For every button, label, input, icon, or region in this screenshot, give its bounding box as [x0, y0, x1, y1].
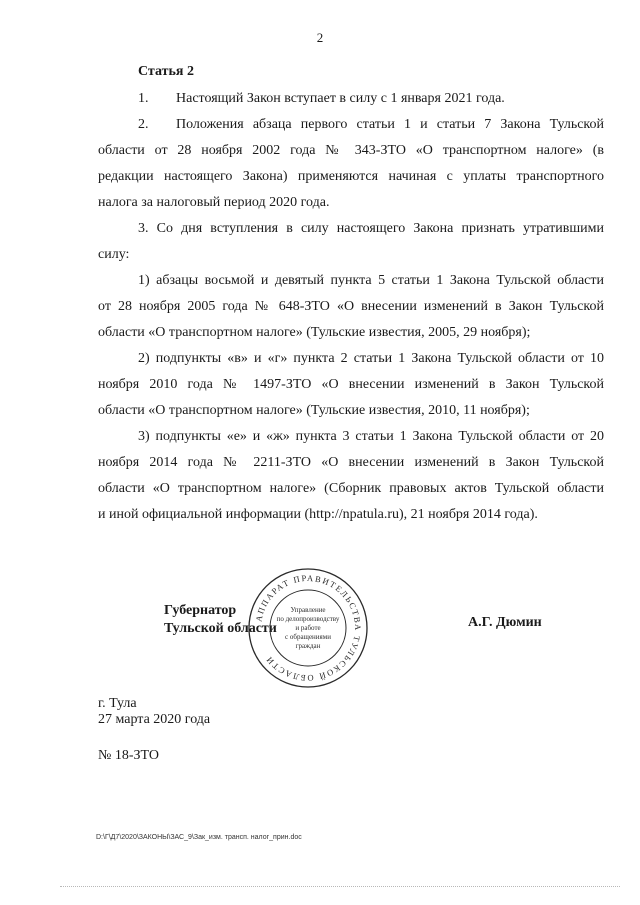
p2-line: Положения абзаца первого статьи 1 и статьи 7 Закона Тульской	[176, 117, 604, 132]
stamp-center-line: с обращениями	[285, 633, 331, 641]
item-line: области «О транспортном налоге» (Тульские известия, 2010, 11 ноября);	[98, 403, 530, 418]
file-path: D:\Г\Д7\2020\ЗАКОНЫ\ЗАС_9\Зак_изм. трансп. налог_прин.doc	[96, 834, 302, 841]
item-line: 1) абзацы восьмой и девятый пункта 5 статьи 1 Закона Тульской области	[138, 273, 604, 288]
item-line: от 28 ноября 2005 года № 648-ЗТО «О внесении изменений в Закон Тульской	[98, 299, 604, 314]
p2-line: области от 28 ноября 2002 года № 343-ЗТО «О транспортном налоге» (в	[98, 143, 604, 158]
stamp-center-line: Управление	[290, 606, 326, 614]
stamp-center-line: граждан	[295, 642, 321, 650]
official-stamp	[246, 566, 370, 690]
item-line: ноября 2010 года № 1497-ЗТО «О внесении изменений в Закон Тульской	[98, 377, 604, 392]
article-heading: Статья 2	[138, 64, 194, 79]
p1-number: 1.	[138, 91, 149, 106]
item-line: области «О транспортном налоге» (Сборник правовых актов Тульской области	[98, 481, 604, 496]
item-line: и иной официальной информации (http://npatula.ru), 21 ноября 2014 года).	[98, 507, 538, 522]
signature-title-line2: Тульской области	[164, 621, 277, 636]
item-line: 3) подпункты «е» и «ж» пункта 3 статьи 1 Закона Тульской области от 20	[138, 429, 604, 444]
place: г. Тула	[98, 696, 137, 711]
law-number: № 18-ЗТО	[98, 748, 160, 763]
signatory-name: А.Г. Дюмин	[468, 615, 542, 630]
page-number: 2	[316, 30, 324, 45]
stamp-center-line: и работе	[295, 624, 321, 632]
scan-artifact-line	[60, 886, 620, 889]
item-line: ноября 2014 года № 2211-ЗТО «О внесении изменений в Закон Тульской	[98, 455, 604, 470]
p3-line: силу:	[98, 247, 130, 262]
p3-line: 3. Со дня вступления в силу настоящего Закона признать утратившими	[138, 221, 604, 236]
p2-line: редакции настоящего Закона) применяются начиная с уплаты транспортного	[98, 169, 604, 184]
p1-text: Настоящий Закон вступает в силу с 1 января 2021 года.	[176, 91, 505, 106]
signing-date: 27 марта 2020 года	[98, 712, 211, 727]
item-line: области «О транспортном налоге» (Тульские известия, 2005, 29 ноября);	[98, 325, 531, 340]
p2-number: 2.	[138, 117, 149, 132]
signature-title-line1: Губернатор	[164, 603, 237, 618]
stamp-ring-text: АППАРАТ ПРАВИТЕЛЬСТВА ТУЛЬСКОЙ ОБЛАСТИ	[253, 572, 364, 684]
p2-line: налога за налоговый период 2020 года.	[98, 195, 330, 210]
stamp-center-line: по делопроизводству	[276, 615, 340, 623]
item-line: 2) подпункты «в» и «г» пункта 2 статьи 1 Закона Тульской области от 10	[138, 351, 604, 366]
